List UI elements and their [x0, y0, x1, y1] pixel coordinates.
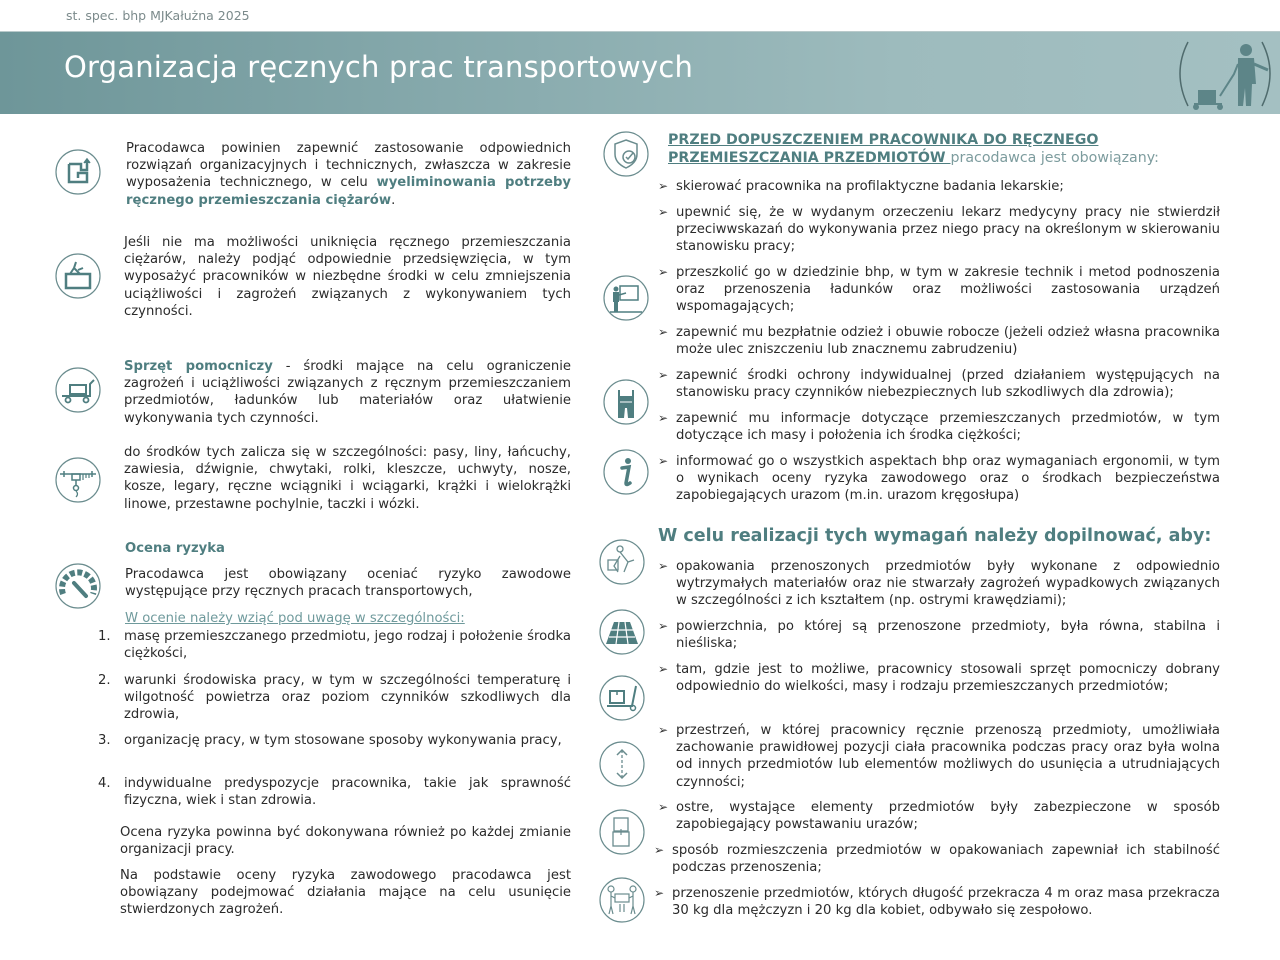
employer-obligations-heading	[668, 131, 1228, 167]
requirement-item-7	[654, 885, 1220, 919]
requirement-text: przestrzeń, w której pracownicy ręcznie przenoszą przedmioty, umożliwiała zachowanie prawidłowej pozycji ciała pracownika podczas pracy oraz była wolna od innych przedmiotów lub elementów możliwych do usunięcia a utrudniających czynności;	[676, 723, 1220, 790]
stacked-boxes-icon	[598, 808, 646, 856]
criterion-number: 2.	[98, 673, 111, 688]
requirement-item-4	[658, 722, 1220, 791]
duty-item-4	[658, 324, 1220, 358]
requirement-text: opakowania przenoszonych przedmiotów były wykonane z odpowiednio wytrzymałych materiałów oraz nie stwarzały zagrożeń wypadkowych związanych w szczególności z ich kształtem (np. ostrymi krawędziami);	[676, 559, 1220, 609]
requirement-text: przenoszenie przedmiotów, których długość przekracza 4 m oraz masa przekracza 30 kg dla mężczyzn i 20 kg dla kobiet, odbywało się zespołowo.	[672, 886, 1220, 919]
duty-text: zapewnić mu bezpłatnie odzież i obuwie robocze (jeżeli odzież własna pracownika może ulec zniszczeniu lub znacznemu zabrudzeniu)	[676, 325, 1220, 358]
duty-item-5	[658, 367, 1220, 401]
heading-caps: PRZED DOPUSZCZENIEM PRACOWNIKA DO RĘCZNEGO PRZEMIESZCZANIA PRZEDMIOTÓW	[668, 132, 1099, 166]
duty-text: zapewnić mu informacje dotyczące przemieszczanych przedmiotów, w tym dotyczące ich masy i położenia ich środka ciężkości;	[676, 411, 1220, 444]
duty-item-3	[658, 264, 1220, 316]
alternative-measures-paragraph: Jeśli nie ma możliwości uniknięcia ręcznego przemieszczania ciężarów, należy podjąć odpowiednie przedsięwzięcia, w tym wyposażyć pracowników w niezbędne środki w celu zmniejszenia uciążliwości i zagrożeń związanych z wykonywaniem tych czynności.	[124, 235, 571, 319]
requirement-item-1	[658, 558, 1220, 610]
auxiliary-equipment-term: Sprzęt pomocniczy	[124, 359, 273, 374]
overalls-icon	[602, 378, 650, 426]
duty-item-6	[658, 410, 1220, 444]
title-banner	[0, 31, 1280, 114]
risk-reassessment-note: Ocena ryzyka powinna być dokonywana również po każdej zmianie organizacji pracy.	[120, 825, 571, 858]
intro-end: .	[391, 192, 396, 208]
arrow-bullet-icon: ➢	[658, 559, 669, 573]
intro-emphasis: wyeliminowania potrzeby ręcznego przemieszczania ciężarów	[126, 175, 571, 208]
duty-text: skierować pracownika na profilaktyczne badania lekarskie;	[676, 179, 1064, 194]
duty-item-2	[658, 204, 1220, 256]
requirement-text: tam, gdzie jest to możliwe, pracownicy stosowali sprzęt pomocniczy dobrany odpowiednio do wielkości, masy i rodzaju przemieszczanych przedmiotów;	[676, 662, 1220, 695]
arrow-bullet-icon: ➢	[658, 619, 669, 633]
criterion-text: organizację pracy, w tym stosowane sposoby wykonywania pracy,	[124, 733, 562, 748]
arrow-bullet-icon: ➢	[654, 843, 665, 857]
risk-criterion-3	[98, 732, 571, 749]
team-carrying-icon	[598, 876, 646, 924]
intro-text: Pracodawca powinien zapewnić zastosowanie odpowiednich rozwiązań organizacyjnych i technicznych, zwłaszcza w zakresie wyposażenia technicznego, w celu	[126, 141, 571, 191]
arrow-bullet-icon: ➢	[658, 454, 669, 468]
duty-text: informować go o wszystkich aspektach bhp oraz wymaganiach ergonomii, w tym o wynikach oceny ryzyka zawodowego oraz o środkach bezpieczeństwa zapobiegających urazom (m.in. urazom kręgosłupa)	[676, 454, 1220, 504]
trainer-board-icon	[602, 274, 650, 322]
requirement-text: powierzchnia, po której są przenoszone przedmioty, była równa, stabilna i nieśliska;	[676, 619, 1220, 652]
floor-tiles-icon	[598, 608, 646, 656]
hand-truck-icon	[54, 366, 102, 414]
lifting-box-icon	[54, 252, 102, 300]
hoist-crane-icon	[54, 456, 102, 504]
pallet-jack-icon	[598, 674, 646, 722]
criterion-text: indywidualne predyspozycje pracownika, takie jak sprawność fizyczna, wiek i stan zdrowia.	[124, 776, 571, 809]
requirement-item-2	[658, 618, 1220, 652]
author-credit: st. spec. bhp MJKałużna 2025	[66, 8, 250, 23]
worker-with-cart-icon	[1150, 32, 1280, 114]
criterion-number: 4.	[98, 776, 111, 791]
duty-text: upewnić się, że w wydanym orzeczeniu lekarz medycyny pracy nie stwierdził przeciwwskazań do wykonywania przez niego pracy na określonym w skierowaniu stanowisku pracy;	[676, 205, 1220, 255]
arrow-bullet-icon: ➢	[658, 368, 669, 382]
risk-criterion-1	[98, 628, 571, 662]
auxiliary-equipment-paragraph	[124, 358, 571, 427]
risk-criterion-4	[98, 775, 571, 809]
arrow-bullet-icon: ➢	[658, 265, 669, 279]
arrow-bullet-icon: ➢	[658, 179, 669, 193]
risk-criterion-2	[98, 672, 571, 724]
duty-text: przeszkolić go w dziedzinie bhp, w tym w zakresie technik i metod podnoszenia oraz przenoszenia ładunków oraz możliwości zastosowania urządzeń wspomagających;	[676, 265, 1220, 315]
equipment-list-paragraph: do środków tych zalicza się w szczególności: pasy, liny, łańcuchy, zawiesia, dźwignie, chwytaki, rolki, kleszcze, uchwyty, nosze, kosze, legary, ręczne wciągniki i wciągarki, krążki i wielokrążki linowe, przestawne pochylnie, taczki i wózki.	[124, 445, 571, 512]
shield-check-icon	[602, 130, 650, 178]
duty-text: zapewnić środki ochrony indywidualnej (przed działaniem występujących na stanowisku pracy czynników niebezpiecznych lub szkodliwych dla zdrowia);	[676, 368, 1220, 401]
person-lifting-icon	[598, 538, 646, 586]
requirement-item-5	[658, 799, 1220, 833]
vertical-arrows-icon	[598, 740, 646, 788]
intro-paragraph	[126, 140, 571, 209]
arrow-bullet-icon: ➢	[658, 205, 669, 219]
requirement-text: ostre, wystające elementy przedmiotów były zabezpieczone w sposób zapobiegający powstawaniu urazów;	[676, 800, 1220, 833]
criterion-text: masę przemieszczanego przedmiotu, jego rodzaj i położenie środka ciężkości,	[124, 629, 571, 662]
risk-assessment-criteria-label: W ocenie należy wziąć pod uwagę w szczególności:	[125, 611, 465, 626]
duty-item-7	[658, 453, 1220, 505]
risk-actions-note: Na podstawie oceny ryzyka zawodowego pracodawca jest obowiązany podejmować działania mające na celu usunięcie stwierdzonych zagrożeń.	[120, 868, 571, 918]
arrow-bullet-icon: ➢	[658, 662, 669, 676]
arrow-bullet-icon: ➢	[658, 723, 669, 737]
requirement-item-3	[658, 661, 1220, 695]
page-title: Organizacja ręcznych prac transportowych	[64, 50, 694, 84]
arrow-bullet-icon: ➢	[658, 325, 669, 339]
arrow-bullet-icon: ➢	[658, 411, 669, 425]
criterion-number: 1.	[98, 629, 111, 644]
arrow-bullet-icon: ➢	[658, 800, 669, 814]
risk-assessment-heading: Ocena ryzyka	[125, 541, 225, 556]
duty-item-1	[658, 178, 1220, 195]
criterion-number: 3.	[98, 733, 111, 748]
requirement-item-6	[654, 842, 1220, 876]
heading-tail: pracodawca jest obowiązany:	[950, 150, 1159, 166]
risk-assessment-intro: Pracodawca jest obowiązany oceniać ryzyko zawodowe występujące przy ręcznych pracach transportowych,	[125, 567, 571, 600]
organization-arrow-icon	[54, 148, 102, 196]
info-icon	[602, 448, 650, 496]
criterion-text: warunki środowiska pracy, w tym w szczególności temperaturę i wilgotność powietrza oraz poziom czynników szkodliwych dla zdrowia,	[124, 673, 571, 723]
arrow-bullet-icon: ➢	[654, 886, 665, 900]
requirement-text: sposób rozmieszczenia przedmiotów w opakowaniach zapewniał ich stabilność podczas przenoszenia;	[672, 843, 1220, 876]
gauge-icon	[54, 562, 102, 610]
requirements-heading: W celu realizacji tych wymagań należy dopilnować, aby:	[658, 526, 1212, 546]
auxiliary-equipment-definition: - środki mające na celu ograniczenie zagrożeń i uciążliwości związanych z ręcznym przemieszczaniem przedmiotów, ładunków lub materiałów oraz ułatwienie wykonywania tych czynności.	[124, 359, 571, 426]
